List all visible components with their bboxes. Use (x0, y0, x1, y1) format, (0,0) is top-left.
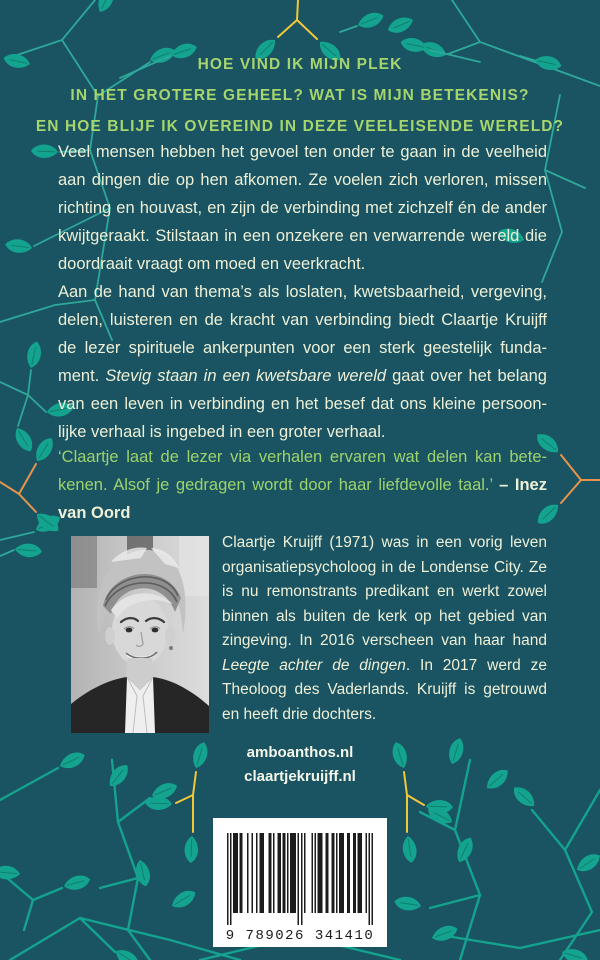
blurb-paragraph-2 (58, 278, 547, 446)
blurb-paragraph-2-pre: Aan de hand van thema’s als loslaten, kwetsbaarheid, vergeving, delen, luisteren en de kracht van verbinding biedt Claartje Kruijff de lezer spirituele ankerpunten voor een sterk geestelijk fundament. (58, 283, 547, 385)
author-bio-post: . In 2017 werd ze Theoloog des Vaderlands. Kruijff is getrouwd en heeft drie dochters. (222, 656, 547, 723)
headline-line-3: EN HOE BLIJF IK OVEREIND IN DEZE VEELEISENDE WERELD? (35, 118, 565, 135)
publisher-website: amboanthos.nl (246, 744, 354, 761)
quote-attribution: – Inez van Oord (58, 476, 547, 522)
headline (0, 49, 600, 142)
book-title-italic: Stevig staan in een kwetsbare wereld (105, 367, 387, 385)
barcode (213, 818, 387, 947)
author-bio-pre: Claartje Kruijff (1971) was in een vorig leven organisatiepsycholoog in de Londense City. Ze is nu remonstrants predikant en werkt zowel binnen als buiten de kerk op het gebied van zingeving. In 2016 verscheen van haar hand (222, 534, 547, 649)
author-photo (71, 536, 209, 733)
barcode-bars-icon (227, 833, 373, 925)
headline-line-1: HOE VIND IK MIJN PLEK (197, 56, 403, 73)
author-website: claartjekruijff.nl (244, 768, 356, 785)
barcode-number: 9 789026 341410 (225, 928, 375, 944)
headline-line-2: IN HET GROTERE GEHEEL? WAT IS MIJN BETEKENIS? (70, 87, 530, 104)
quote-text: ‘Claartje laat de lezer via verhalen ervaren wat delen kan betekenen. Alsof je gedragen wordt door haar liefdevolle taal.’ (58, 448, 547, 494)
author-bio (222, 531, 547, 727)
endorsement-quote (58, 443, 547, 527)
blurb-paragraph-1: Veel mensen hebben het gevoel ten onder te gaan in de veelheid aan dingen die op hen afkomen. Ze voelen zich verloren, missen richting en houvast, en zijn de verbinding met zichzelf én de ander kwijtgeraakt. Stilstaan in een onzekere en verwarrende wereld die doordraait vraagt om moed en veerkracht. (58, 143, 547, 273)
blurb-paragraph-2-post: gaat over het belang van een leven in verbinding en het besef dat ons kleine persoonlijke verhaal is ingebed in een groter verhaal. (58, 367, 547, 441)
author-book-title-italic: Leegte achter de dingen (222, 656, 406, 674)
website-links (0, 741, 600, 789)
